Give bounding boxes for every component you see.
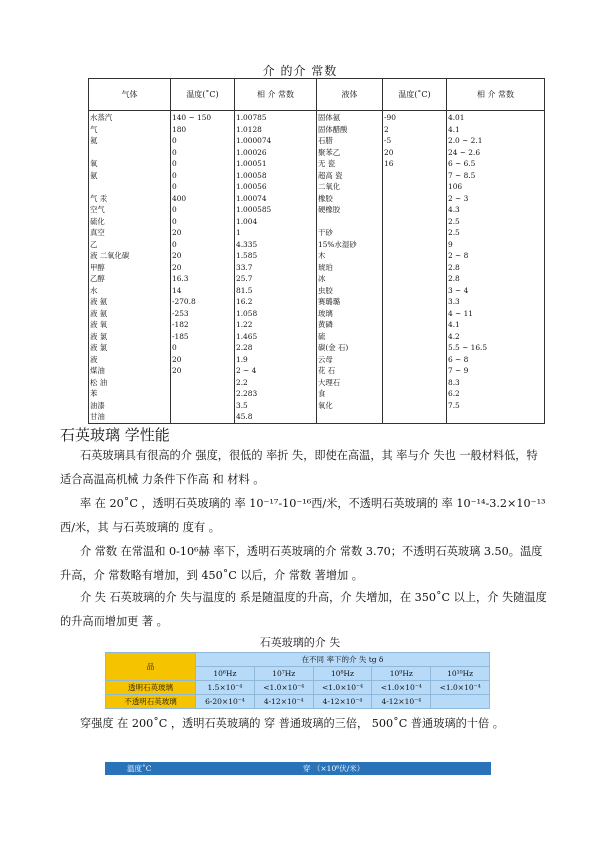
table-cell: 20 <box>171 250 235 262</box>
table-cell: 氦 <box>89 135 171 147</box>
table-cell: 乙醇 <box>89 273 171 285</box>
table-cell: 水蒸汽 <box>89 111 171 124</box>
table-cell: 橡胶 <box>317 193 383 205</box>
table-cell: 4 ~ 11 <box>447 308 545 320</box>
table-cell: 4.1 <box>447 124 545 136</box>
table-cell: 2.5 <box>447 216 545 228</box>
table-cell: 6 ~ 8 <box>447 354 545 366</box>
loss-value: <1.0×10⁻⁴ <box>431 681 490 695</box>
table-cell: 4.01 <box>447 111 545 124</box>
table-cell: 云母 <box>317 354 383 366</box>
table-row <box>89 135 545 147</box>
table-cell <box>383 193 447 205</box>
table-cell: 1.00056 <box>235 181 317 193</box>
table-cell: 1.058 <box>235 308 317 320</box>
table-cell: 106 <box>447 181 545 193</box>
table-cell: 15%水湿砂 <box>317 239 383 251</box>
breakdown-strength-header: 穿 （×10⁶伏/米） <box>303 764 365 773</box>
table-cell: 1.00058 <box>235 170 317 182</box>
table-cell: 超高 瓷 <box>317 170 383 182</box>
table-cell: 硫化 <box>89 216 171 228</box>
dielectric-loss-table <box>105 652 490 709</box>
table-row <box>89 296 545 308</box>
table-cell: 1.004 <box>235 216 317 228</box>
table-cell <box>383 365 447 377</box>
table-cell: -185 <box>171 331 235 343</box>
header-temp-gas: 温度(˚C) <box>171 79 235 111</box>
table-cell: 2 ~ 3 <box>447 193 545 205</box>
table-cell: 食 <box>317 388 383 400</box>
table-cell: 20 <box>171 354 235 366</box>
table-row <box>89 170 545 182</box>
paragraph-resistivity: 率 在 20˚C ，透明石英玻璃的 率 10⁻¹⁷-10⁻¹⁶西/米，不透明石英玻璃的 率 10⁻¹⁴-3.2×10⁻¹³西/米，其 与石英玻璃的 度有 。 <box>60 497 546 534</box>
header-liquid: 液体 <box>317 79 383 111</box>
table-cell: 2 <box>383 124 447 136</box>
table-cell: 甲醇 <box>89 262 171 274</box>
table-cell: 0 <box>171 239 235 251</box>
table-cell <box>383 342 447 354</box>
table-cell <box>383 319 447 331</box>
table-cell: 干砂 <box>317 227 383 239</box>
table-cell: 空气 <box>89 204 171 216</box>
table-cell <box>383 308 447 320</box>
table-cell: 液 氨 <box>89 296 171 308</box>
table-row <box>89 400 545 412</box>
table-cell: 14 <box>171 285 235 297</box>
table-cell: 2.0 ~ 2.1 <box>447 135 545 147</box>
loss-value <box>431 695 490 709</box>
table-row <box>89 273 545 285</box>
table-cell: 聚苯乙 <box>317 147 383 159</box>
table-cell: 赛璐璐 <box>317 296 383 308</box>
header-const-liquid: 相 介 常数 <box>447 79 545 111</box>
table-cell: 松 油 <box>89 377 171 389</box>
table-body <box>89 111 545 424</box>
table-cell <box>171 388 235 400</box>
table-cell: 1.22 <box>235 319 317 331</box>
table-cell <box>383 273 447 285</box>
table-cell: 4.2 <box>447 331 545 343</box>
table-cell: 1.465 <box>235 331 317 343</box>
table-row <box>89 181 545 193</box>
table-cell <box>89 147 171 159</box>
table-cell: 0 <box>171 342 235 354</box>
loss-value: 6-20×10⁻⁴ <box>196 695 255 709</box>
table-cell: 硫 <box>317 331 383 343</box>
table-cell: 2.283 <box>235 388 317 400</box>
table-cell <box>89 181 171 193</box>
table-cell: 0 <box>171 170 235 182</box>
table-cell: 石腊 <box>317 135 383 147</box>
table-cell: 液 氨 <box>89 308 171 320</box>
table-row <box>89 204 545 216</box>
table-cell: 0 <box>171 147 235 159</box>
header-gas: 气体 <box>89 79 171 111</box>
table-cell: 7 ~ 9 <box>447 365 545 377</box>
table-cell: 气 <box>89 124 171 136</box>
table-cell: 玻璃 <box>317 308 383 320</box>
loss-value: 1.5×10⁻⁴ <box>196 681 255 695</box>
table-cell: 琥珀 <box>317 262 383 274</box>
table-cell: 液 <box>89 354 171 366</box>
table-cell: 0 <box>171 204 235 216</box>
table-row <box>89 193 545 205</box>
loss-value: 4-12×10⁻⁴ <box>372 695 431 709</box>
loss-group-header: 在不同 率下的介 失 tg δ <box>196 653 490 667</box>
table-cell: 二氧化 <box>317 181 383 193</box>
table-row <box>89 342 545 354</box>
paragraph-breakdown-strength: 穿强度 在 200˚C ，透明石英玻璃的 穿 普通玻璃的三倍， 500˚C 普通玻璃的十倍 。 <box>80 717 504 730</box>
table-cell: -5 <box>383 135 447 147</box>
table-cell: 7 ~ 8.5 <box>447 170 545 182</box>
dielectric-constant-table <box>88 78 545 424</box>
table-cell: 乙 <box>89 239 171 251</box>
table-cell: 2 ~ 4 <box>235 365 317 377</box>
table-cell: 16.2 <box>235 296 317 308</box>
table-cell <box>383 181 447 193</box>
page-title: 介 的介 常数 <box>262 64 338 78</box>
table-header-row <box>89 79 545 111</box>
table-row <box>106 681 490 695</box>
table-cell: 33.7 <box>235 262 317 274</box>
table-cell: 液 氯 <box>89 342 171 354</box>
table-cell: 16.3 <box>171 273 235 285</box>
loss-product-header: 品 <box>106 653 196 681</box>
table-cell: 4.335 <box>235 239 317 251</box>
table-cell: 固体醋酸 <box>317 124 383 136</box>
loss-value: 4-12×10⁻⁴ <box>313 695 372 709</box>
table-cell: 1.00051 <box>235 158 317 170</box>
loss-row-name: 不透明石英玻璃 <box>106 695 196 709</box>
table-row <box>89 239 545 251</box>
table-cell: 3.5 <box>235 400 317 412</box>
table-cell: 45.8 <box>235 411 317 423</box>
table-row <box>89 354 545 366</box>
table-cell: 3.3 <box>447 296 545 308</box>
table-cell: 1.00026 <box>235 147 317 159</box>
table-cell <box>171 377 235 389</box>
loss-table-caption: 石英玻璃的介 失 <box>259 636 341 649</box>
table-cell: 20 <box>171 262 235 274</box>
table-cell: 1 <box>235 227 317 239</box>
table-cell: 0 <box>171 181 235 193</box>
table-cell: 大理石 <box>317 377 383 389</box>
table-cell: 3 ~ 4 <box>447 285 545 297</box>
table-cell: 1.585 <box>235 250 317 262</box>
loss-value: <1.0×10⁻⁴ <box>254 681 313 695</box>
paragraph-dielectric-constant: 介 常数 在常温和 0-10⁶赫 率下，透明石英玻璃的介 常数 3.70；不透明石英玻璃 3.50。温度升高，介 常数略有增加，到 450˚C 以后，介 常数 著增加 。 <box>60 545 543 582</box>
table-row <box>89 411 545 423</box>
table-cell: 0 <box>171 158 235 170</box>
table-cell: 真空 <box>89 227 171 239</box>
table-cell <box>383 400 447 412</box>
table-cell: 20 <box>171 365 235 377</box>
table-cell: 20 <box>383 147 447 159</box>
table-row <box>89 308 545 320</box>
table-cell: 氧 <box>89 158 171 170</box>
table-cell: 虫胶 <box>317 285 383 297</box>
table-cell: 6 ~ 6.5 <box>447 158 545 170</box>
loss-value: <1.0×10⁻⁴ <box>372 681 431 695</box>
table-cell: 气 汞 <box>89 193 171 205</box>
table-cell: 16 <box>383 158 447 170</box>
table-row <box>106 695 490 709</box>
table-row <box>89 216 545 228</box>
table-cell: 2.8 <box>447 273 545 285</box>
table-cell: 81.5 <box>235 285 317 297</box>
table-cell <box>383 411 447 423</box>
breakdown-temp-header: 温度˚C <box>127 764 152 773</box>
paragraph-overview: 石英玻璃具有很高的介 强度，很低的 率折 失，即使在高温，其 率与介 失也 一般材料低，特 适合高温高机械 力条件下作高 和 材料 。 <box>60 449 538 486</box>
freq-header: 10¹⁰Hz <box>431 667 490 681</box>
table-cell: 氨 <box>89 170 171 182</box>
header-temp-liquid: 温度(˚C) <box>383 79 447 111</box>
table-cell: 1.00785 <box>235 111 317 124</box>
table-row <box>89 365 545 377</box>
table-cell: 黄磷 <box>317 319 383 331</box>
table-cell <box>171 411 235 423</box>
table-cell: 1.000074 <box>235 135 317 147</box>
table-cell <box>383 216 447 228</box>
table-cell: 2.2 <box>235 377 317 389</box>
table-cell <box>383 285 447 297</box>
table-row <box>89 227 545 239</box>
table-cell: 硬橡胶 <box>317 204 383 216</box>
table-row <box>89 377 545 389</box>
table-cell: 2.5 <box>447 227 545 239</box>
table-cell: -270.8 <box>171 296 235 308</box>
section-heading: 石英玻璃 学性能 <box>60 426 170 444</box>
table-cell: 花 石 <box>317 365 383 377</box>
table-cell: 水 <box>89 285 171 297</box>
paragraph-dielectric-loss: 介 失 石英玻璃的介 失与温度的 系是随温度的升高，介 失增加，在 350˚C 以上，介 失随温度的升高而增加更 著 。 <box>60 591 547 628</box>
table-cell: 8.3 <box>447 377 545 389</box>
table-cell: 24 ~ 2.6 <box>447 147 545 159</box>
table-cell: 5.5 ~ 16.5 <box>447 342 545 354</box>
table-row <box>89 124 545 136</box>
table-cell: 液 氧 <box>89 319 171 331</box>
table-row <box>89 285 545 297</box>
table-row <box>89 111 545 124</box>
table-cell <box>383 170 447 182</box>
freq-header: 10⁸Hz <box>313 667 372 681</box>
table-cell: 180 <box>171 124 235 136</box>
table-cell: 液 氯 <box>89 331 171 343</box>
table-row <box>89 388 545 400</box>
loss-value: <1.0×10⁻⁴ <box>313 681 372 695</box>
table-cell <box>383 204 447 216</box>
table-cell: 1.0128 <box>235 124 317 136</box>
table-cell: 苯 <box>89 388 171 400</box>
breakdown-table-header <box>105 762 491 775</box>
table-cell <box>383 262 447 274</box>
table-cell <box>383 377 447 389</box>
loss-row-name: 透明石英玻璃 <box>106 681 196 695</box>
table-cell: 6.2 <box>447 388 545 400</box>
table-row <box>89 331 545 343</box>
table-cell: 20 <box>171 227 235 239</box>
table-row <box>89 147 545 159</box>
table-cell: 木 <box>317 250 383 262</box>
table-cell: 2.28 <box>235 342 317 354</box>
table-cell: 油漆 <box>89 400 171 412</box>
table-row <box>89 158 545 170</box>
table-cell: 0 <box>171 216 235 228</box>
table-cell: 1.9 <box>235 354 317 366</box>
header-const-gas: 相 介 常数 <box>235 79 317 111</box>
table-cell <box>171 400 235 412</box>
table-cell: 无 瓷 <box>317 158 383 170</box>
freq-header: 10⁹Hz <box>372 667 431 681</box>
table-cell: 冰 <box>317 273 383 285</box>
table-cell: 煤油 <box>89 365 171 377</box>
table-cell <box>317 411 383 423</box>
table-cell: -253 <box>171 308 235 320</box>
table-cell: 甘油 <box>89 411 171 423</box>
table-cell: 400 <box>171 193 235 205</box>
table-cell <box>383 227 447 239</box>
table-cell: -182 <box>171 319 235 331</box>
table-cell: 2 ~ 8 <box>447 250 545 262</box>
table-cell: 液 二氧化碳 <box>89 250 171 262</box>
freq-header: 10⁶Hz <box>196 667 255 681</box>
table-cell <box>383 239 447 251</box>
table-cell: 2.8 <box>447 262 545 274</box>
table-cell: 25.7 <box>235 273 317 285</box>
table-cell <box>383 388 447 400</box>
table-row <box>89 250 545 262</box>
table-cell <box>383 296 447 308</box>
table-cell: 7.5 <box>447 400 545 412</box>
table-cell: 1.00074 <box>235 193 317 205</box>
table-cell: 4.1 <box>447 319 545 331</box>
table-cell <box>447 411 545 423</box>
table-cell: 固体氨 <box>317 111 383 124</box>
table-cell <box>383 331 447 343</box>
table-row <box>89 319 545 331</box>
table-cell: 碳(金 石) <box>317 342 383 354</box>
freq-header: 10⁷Hz <box>254 667 313 681</box>
table-cell: 1.000585 <box>235 204 317 216</box>
table-cell: 4.3 <box>447 204 545 216</box>
table-cell: 9 <box>447 239 545 251</box>
table-cell <box>317 216 383 228</box>
table-cell: 氧化 <box>317 400 383 412</box>
table-cell: -90 <box>383 111 447 124</box>
table-cell <box>383 250 447 262</box>
table-row <box>89 262 545 274</box>
loss-value: 4-12×10⁻⁴ <box>254 695 313 709</box>
table-cell: 0 <box>171 135 235 147</box>
table-cell: 140 ~ 150 <box>171 111 235 124</box>
table-cell <box>383 354 447 366</box>
